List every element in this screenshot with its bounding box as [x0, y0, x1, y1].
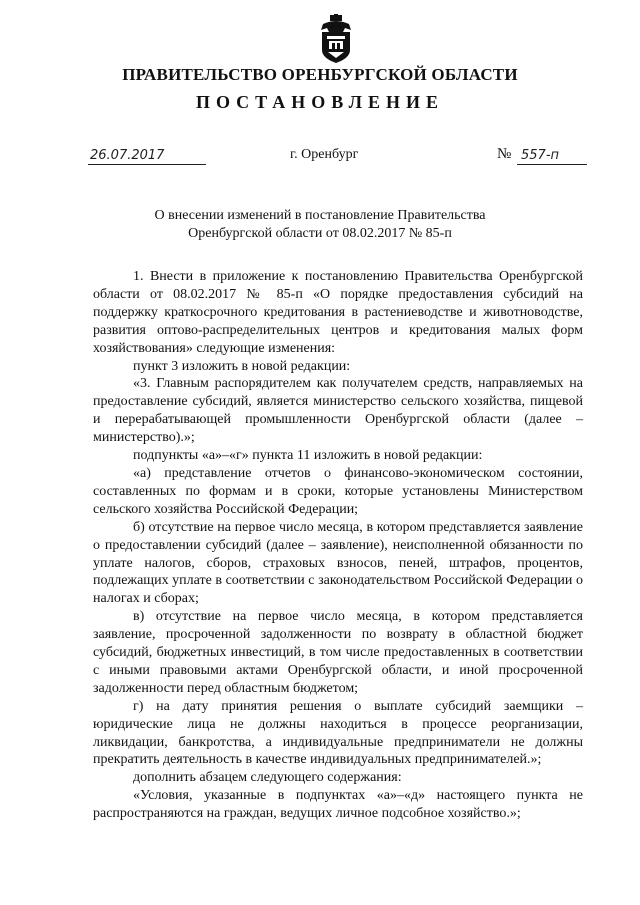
government-title: ПРАВИТЕЛЬСТВО ОРЕНБУРГСКОЙ ОБЛАСТИ	[122, 65, 518, 84]
paragraph: б) отсутствие на первое число месяца, в котором представляется заявление о предоставлении субсидий (далее – заявление), неисполненной обязанности по уплате налогов, сборов, страховых взносов, пеней, штрафов, процентов, подлежащих уплате в соответствии с законодательством Российской Федерации о налогах и сборах;	[93, 519, 583, 607]
city: г. Оренбург	[290, 147, 359, 162]
document-type: ПОСТАНОВЛЕНИЕ	[195, 92, 445, 112]
paragraph: пункт 3 изложить в новой редакции:	[133, 358, 351, 374]
date-field	[88, 148, 206, 165]
subject-line-2: Оренбургской области от 08.02.2017 № 85-п	[188, 226, 452, 241]
document-subject	[0, 207, 640, 243]
document-body	[93, 268, 583, 823]
date-value: 26.07.2017	[90, 148, 165, 163]
paragraph: в) отсутствие на первое число месяца, в котором представляется заявление, просроченной задолженности по возврату в областной бюджет субсидий, бюджетных инвестиций, в том числе предоставленных в соответствии с иными правовыми актами Оренбургской области, и иной просроченной задолженности перед областным бюджетом;	[93, 609, 583, 696]
paragraph: 1. Внести в приложение к постановлению Правительства Оренбургской области от 08.02.2017 № 85-п «О порядке предоставления субсидий на поддержку краткосрочного кредитования в растениеводстве и животноводстве, развития оптово-распределительных центров и кредитования малых форм хозяйствования» следующие изменения:	[93, 269, 583, 356]
number-value: 557-п	[521, 148, 560, 163]
paragraph: «3. Главным распорядителем как получателем средств, направляемых на предоставление субсидий, является министерство сельского хозяйства, пищевой и перерабатывающей промышленности Оренбургской области (далее – министерство).»;	[93, 376, 583, 446]
paragraph: «а) представление отчетов о финансово-экономическом состоянии, составленных по формам и в сроки, которые установлены Министерством сельского хозяйства Российской Федерации;	[93, 465, 583, 517]
paragraph: г) на дату принятия решения о выплате субсидий заемщики – юридические лица не должны находиться в процессе реорганизации, ликвидации, банкротства, а индивидуальные предприниматели не должны прекратить деятельность в качестве индивидуальных предпринимателей.»;	[93, 698, 583, 768]
subject-line-1: О внесении изменений в постановление Правительства	[154, 208, 486, 223]
paragraph: дополнить абзацем следующего содержания:	[133, 770, 402, 786]
paragraph: «Условия, указанные в подпунктах «а»–«д» настоящего пункта не распространяются на граждан, ведущих личное подсобное хозяйство.»;	[93, 788, 583, 822]
number-sign: №	[497, 146, 512, 162]
number-field	[517, 148, 587, 165]
paragraph: подпункты «а»–«г» пункта 11 изложить в новой редакции:	[133, 448, 483, 464]
coat-of-arms-icon	[317, 14, 355, 64]
